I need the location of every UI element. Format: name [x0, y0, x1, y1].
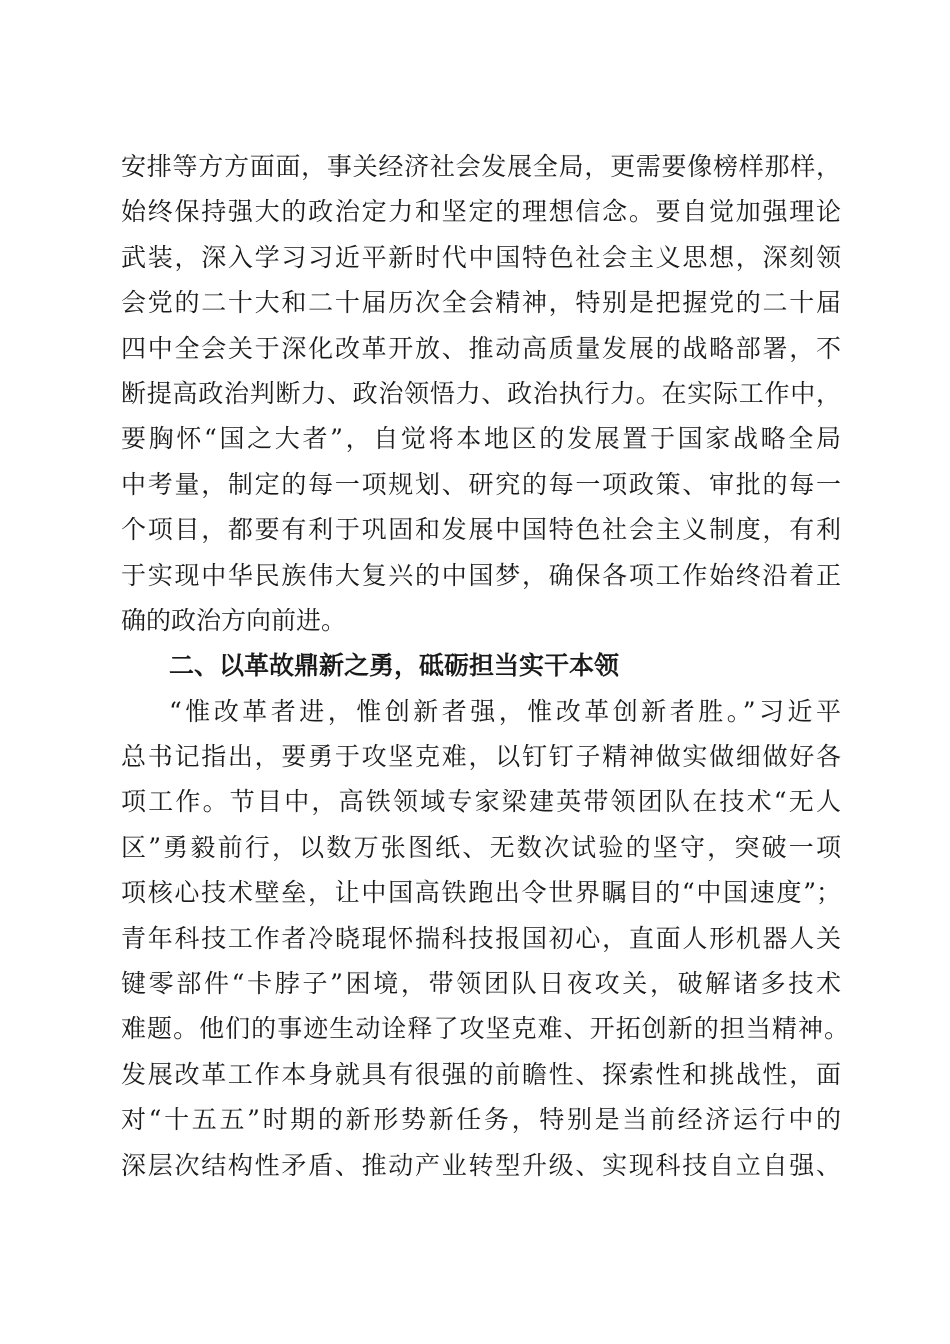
paragraph	[121, 689, 849, 1188]
paragraph-line: 于实现中华民族伟大复兴的中国梦，确保各项工作始终沿着正	[121, 560, 841, 590]
paragraph-line: 要胸怀“国之大者”，自觉将本地区的发展置于国家战略全局	[121, 424, 841, 454]
paragraph-line: 青年科技工作者冷晓琨怀揣科技报国初心，直面人形机器人关	[121, 923, 841, 953]
paragraph-line: 项工作。节目中，高铁领域专家梁建英带领团队在技术“无人	[121, 787, 841, 817]
paragraph-line: 区”勇毅前行，以数万张图纸、无数次试验的坚守，突破一项	[121, 832, 841, 862]
paragraph-line: 深层次结构性矛盾、推动产业转型升级、实现科技自立自强、	[121, 1150, 841, 1180]
paragraph-line: “惟改革者进，惟创新者强，惟改革创新者胜。”习近平	[169, 696, 841, 726]
paragraph-line: 中考量，制定的每一项规划、研究的每一项政策、审批的每一	[121, 469, 841, 499]
paragraph-line: 安排等方方面面，事关经济社会发展全局，更需要像榜样那样，	[121, 152, 841, 181]
paragraph-line: 四中全会关于深化改革开放、推动高质量发展的战略部署，不	[121, 333, 841, 363]
paragraph-line: 断提高政治判断力、政治领悟力、政治执行力。在实际工作中，	[121, 378, 841, 408]
paragraph-line: 键零部件“卡脖子”困境，带领团队日夜攻关，破解诸多技术	[121, 969, 841, 999]
paragraph-line: 难题。他们的事迹生动诠释了攻坚克难、开拓创新的担当精神。	[121, 1014, 849, 1044]
paragraph-line: 会党的二十大和二十届历次全会精神，特别是把握党的二十届	[121, 288, 841, 318]
paragraph-line: 个项目，都要有利于巩固和发展中国特色社会主义制度，有利	[121, 515, 841, 545]
section-heading: 二、以革故鼎新之勇，砥砺担当实干本领	[169, 651, 620, 681]
paragraph	[121, 144, 841, 643]
paragraph-line: 对“十五五”时期的新形势新任务，特别是当前经济运行中的	[121, 1105, 841, 1135]
paragraph-line: 确的政治方向前进。	[121, 605, 347, 635]
document-body	[121, 144, 849, 1188]
paragraph-line: 武装，深入学习习近平新时代中国特色社会主义思想，深刻领	[121, 242, 841, 272]
paragraph-line: 始终保持强大的政治定力和坚定的理想信念。要自觉加强理论	[121, 197, 841, 227]
paragraph-line: 项核心技术壁垒，让中国高铁跑出令世界瞩目的“中国速度”；	[121, 878, 841, 908]
paragraph-line: 发展改革工作本身就具有很强的前瞻性、探索性和挑战性，面	[121, 1059, 841, 1089]
paragraph-line: 总书记指出，要勇于攻坚克难，以钉钉子精神做实做细做好各	[121, 742, 841, 772]
